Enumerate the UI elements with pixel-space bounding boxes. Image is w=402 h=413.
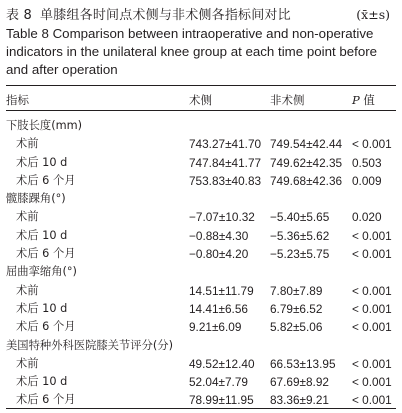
cell-p-value: < 0.001 [352, 301, 392, 316]
cell-operated: 52.04±7.79 [189, 375, 248, 390]
header-operated: 术侧 [189, 93, 212, 107]
cell-non-operated: 7.80±7.89 [270, 283, 323, 298]
table-title-en: Table 8 Comparison between intraoperative and non-operative indicators in the unilateral knee group at each time point before and after operation [6, 26, 378, 77]
table-row [6, 227, 396, 245]
cell-p-value: < 0.001 [352, 228, 392, 243]
column-header-row [6, 92, 396, 108]
row-label: 下肢长度(mm) [6, 119, 83, 132]
table-body [6, 117, 396, 410]
cell-operated: 78.99±11.95 [189, 393, 254, 408]
row-label: 术后 6 个月 [16, 173, 76, 187]
cell-non-operated: 749.68±42.36 [270, 173, 343, 188]
p-suffix: 值 [359, 93, 375, 107]
table-row [6, 245, 396, 263]
row-label: 髋膝踝角(°) [6, 192, 66, 206]
table-group-row [6, 117, 396, 135]
header-non-operated: 非术侧 [270, 93, 305, 107]
table-row [6, 373, 396, 391]
row-label: 术后 10 d [16, 375, 68, 389]
table-row [6, 391, 396, 409]
table-group-row [6, 190, 396, 208]
cell-operated: −0.88±4.30 [189, 228, 249, 243]
statistic-notation: (x̄±s) [356, 7, 390, 22]
header-rule [6, 110, 396, 111]
row-label: 术后 10 d [16, 301, 68, 315]
cell-p-value: < 0.001 [352, 393, 392, 408]
cell-operated: 14.51±11.79 [189, 283, 254, 298]
row-label: 屈曲挛缩角(°) [6, 265, 77, 279]
cell-non-operated: 66.53±13.95 [270, 356, 336, 371]
row-label: 术后 6 个月 [16, 393, 76, 407]
table-row [6, 154, 396, 172]
table-row [6, 318, 396, 336]
row-label: 术前 [16, 210, 39, 224]
table-group-row [6, 263, 396, 281]
table-number: 表 8 [6, 8, 33, 23]
cell-operated: 743.27±41.70 [189, 137, 262, 152]
table-row [6, 208, 396, 226]
top-rule [6, 85, 396, 86]
cell-non-operated: 83.36±9.21 [270, 393, 329, 408]
cell-operated: −7.07±10.32 [189, 210, 255, 225]
cell-operated: 49.52±12.40 [189, 356, 255, 371]
cell-operated: 753.83±40.83 [189, 173, 262, 188]
table-row [6, 282, 396, 300]
p-symbol: P [352, 93, 360, 107]
cell-p-value: 0.503 [352, 155, 382, 170]
cell-p-value: 0.020 [352, 210, 382, 225]
cell-non-operated: −5.40±5.65 [270, 210, 330, 225]
row-label: 术后 6 个月 [16, 247, 76, 261]
row-label: 术前 [16, 283, 39, 297]
cell-non-operated: 67.69±8.92 [270, 375, 329, 390]
cell-p-value: < 0.001 [352, 375, 392, 390]
cell-operated: 14.41±6.56 [189, 301, 248, 316]
cell-p-value: < 0.001 [352, 247, 392, 262]
cell-p-value: < 0.001 [352, 283, 392, 298]
table-title-cn: 单膝组各时间点术侧与非术侧各指标间对比 [40, 8, 291, 23]
cell-operated: 9.21±6.09 [189, 320, 242, 335]
cell-non-operated: 749.54±42.44 [270, 137, 343, 152]
cell-p-value: < 0.001 [352, 320, 392, 335]
row-label: 术前 [16, 137, 39, 151]
row-label: 美国特种外科医院膝关节评分(分) [6, 338, 173, 352]
cell-p-value: < 0.001 [352, 356, 392, 371]
header-indicator: 指标 [6, 93, 29, 107]
header-p-value [352, 92, 375, 108]
cell-p-value: 0.009 [352, 173, 382, 188]
cell-non-operated: −5.23±5.75 [270, 247, 330, 262]
cell-operated: 747.84±41.77 [189, 155, 262, 170]
table-row [6, 300, 396, 318]
row-label: 术后 10 d [16, 155, 68, 169]
table-row [6, 355, 396, 373]
table-group-row [6, 337, 396, 355]
cell-non-operated: 749.62±42.35 [270, 155, 343, 170]
cell-p-value: < 0.001 [352, 137, 392, 152]
bottom-rule [6, 408, 396, 409]
cell-non-operated: 6.79±6.52 [270, 301, 323, 316]
cell-non-operated: −5.36±5.62 [270, 228, 330, 243]
row-label: 术后 10 d [16, 228, 68, 242]
row-label: 术前 [16, 356, 39, 370]
row-label: 术后 6 个月 [16, 320, 76, 334]
table-row [6, 172, 396, 190]
cell-non-operated: 5.82±5.06 [270, 320, 323, 335]
cell-operated: −0.80±4.20 [189, 247, 249, 262]
table-row [6, 135, 396, 153]
caption-cn [6, 4, 396, 23]
